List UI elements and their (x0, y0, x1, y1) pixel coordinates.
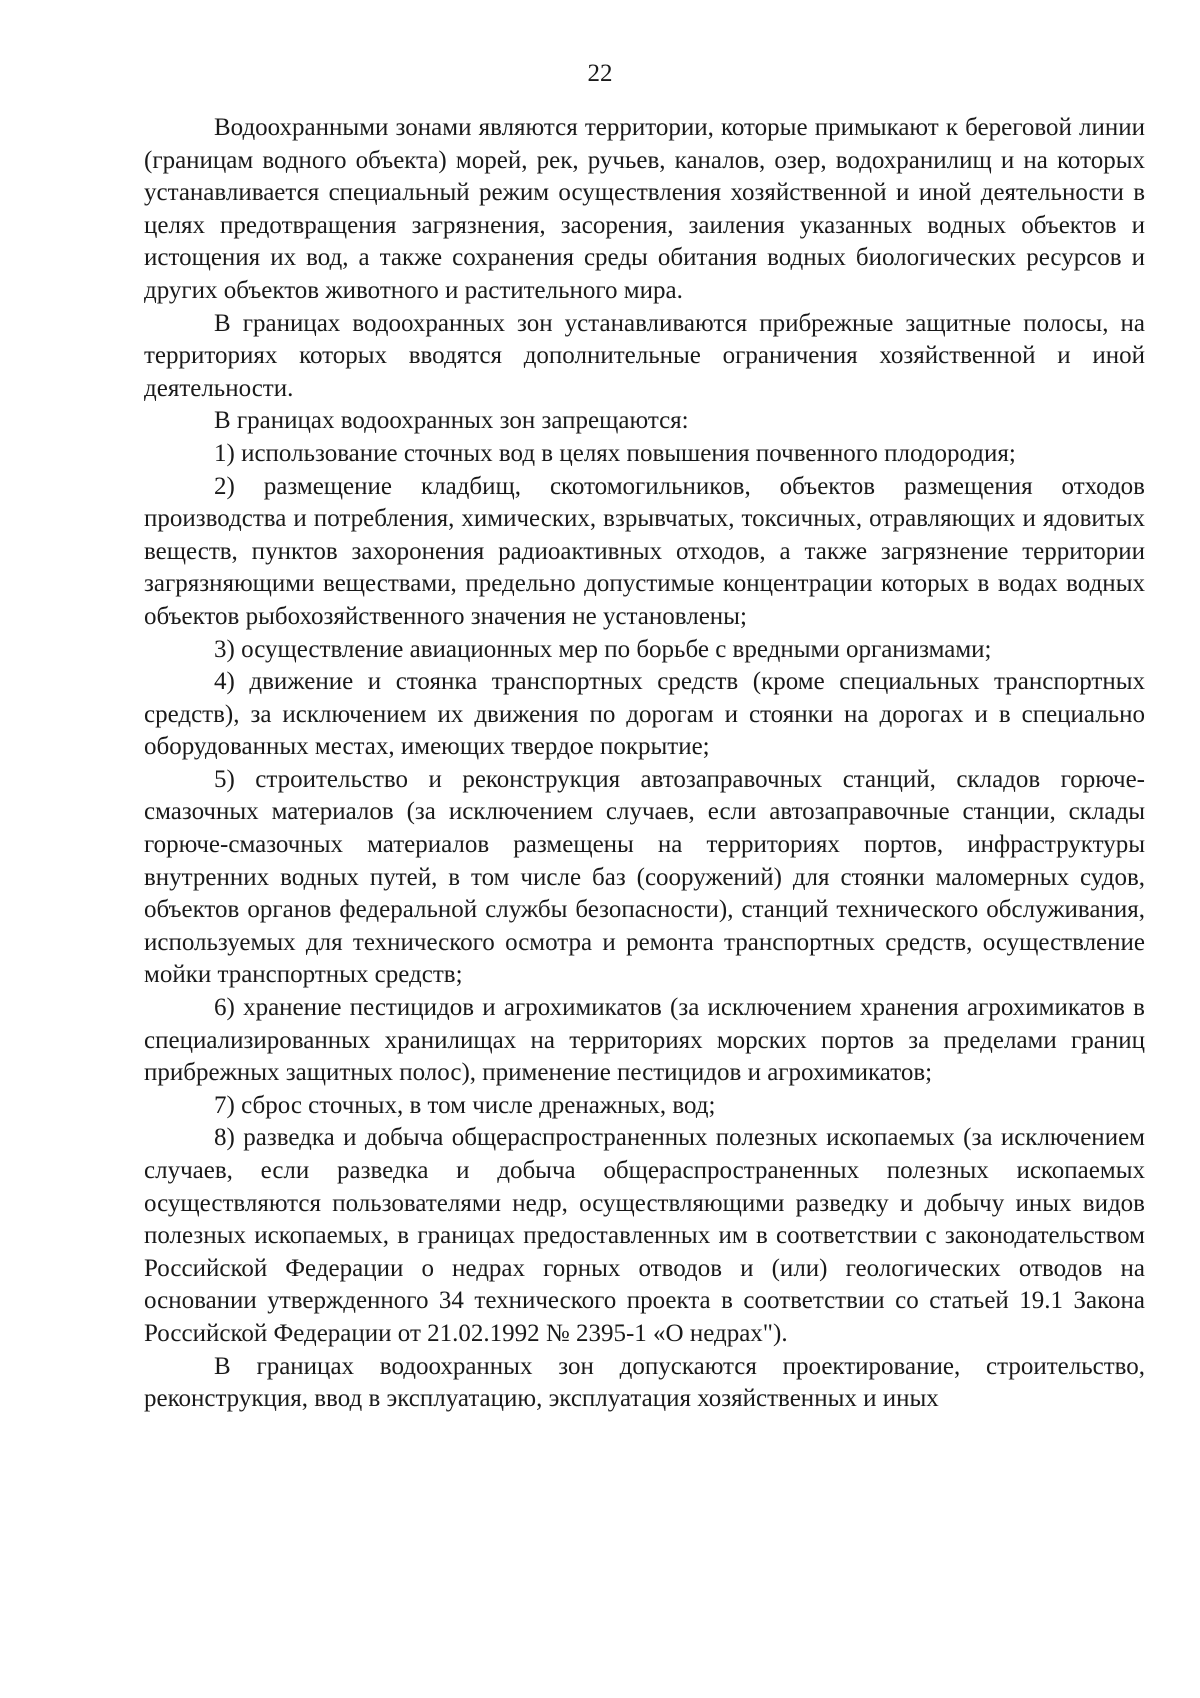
page-number: 22 (587, 60, 613, 87)
paragraph: В границах водоохранных зон запрещаются: (214, 407, 689, 435)
list-item: 2) размещение кладбищ, скотомогильников, объектов размещения отходов производства и потребления, химических, взрывчатых, токсичных, отравляющих и ядовитых веществ, пунктов захоронения радиоактивных отходов, а также загрязнение территории загрязняющими веществами, предельно допустимые концентрации которых в водах водных объектов рыбохозяйственного значения не установлены; (144, 472, 1145, 630)
list-item: 3) осуществление авиационных мер по борьбе с вредными организмами; (214, 635, 992, 663)
paragraph: В границах водоохранных зон устанавливаются прибрежные защитные полосы, на территориях которых вводятся дополнительные ограничения хозяйственной и иной деятельности. (144, 309, 1145, 402)
list-item: 4) движение и стоянка транспортных средств (кроме специальных транспортных средств), за исключением их движения по дорогам и стоянки на дорогах и в специально оборудованных местах, имеющих твердое покрытие; (144, 668, 1145, 761)
paragraph: В границах водоохранных зон допускаются проектирование, строительство, реконструкция, ввод в эксплуатацию, эксплуатация хозяйственных и иных (144, 1352, 1145, 1413)
list-item: 7) сброс сточных, в том числе дренажных, вод; (214, 1091, 716, 1119)
document-body (144, 112, 1145, 1416)
list-item: 5) строительство и реконструкция автозаправочных станций, складов горюче-смазочных материалов (за исключением случаев, если автозаправочные станции, склады горюче-смазочных материалов размещены на территориях портов, инфраструктуры внутренних водных путей, в том числе баз (сооружений) для стоянки маломерных судов, объектов органов федеральной службы безопасности), станций технического обслуживания, используемых для технического осмотра и ремонта транспортных средств, осуществление мойки транспортных средств; (144, 765, 1145, 989)
paragraph: Водоохранными зонами являются территории, которые примыкают к береговой линии (границам водного объекта) морей, рек, ручьев, каналов, озер, водохранилищ и на которых устанавливается специальный режим осуществления хозяйственной и иной деятельности в целях предотвращения загрязнения, засорения, заиления указанных водных объектов и истощения их вод, а также сохранения среды обитания водных биологических ресурсов и других объектов животного и растительного мира. (144, 114, 1145, 304)
list-item: 8) разведка и добыча общераспространенных полезных ископаемых (за исключением случаев, если разведка и добыча общераспространенных полезных ископаемых осуществляются пользователями недр, осуществляющими разведку и добычу иных видов полезных ископаемых, в границах предоставленных им в соответствии с законодательством Российской Федерации о недрах горных отводов и (или) геологических отводов на основании утвержденного 34 технического проекта в соответствии со статьей 19.1 Закона Российской Федерации от 21.02.1992 № 2395-1 «О недрах"). (144, 1124, 1145, 1347)
list-item: 6) хранение пестицидов и агрохимикатов (за исключением хранения агрохимикатов в специализированных хранилищах на территориях морских портов за пределами границ прибрежных защитных полос), применение пестицидов и агрохимикатов; (144, 994, 1145, 1087)
list-item: 1) использование сточных вод в целях повышения почвенного плодородия; (214, 439, 1016, 467)
